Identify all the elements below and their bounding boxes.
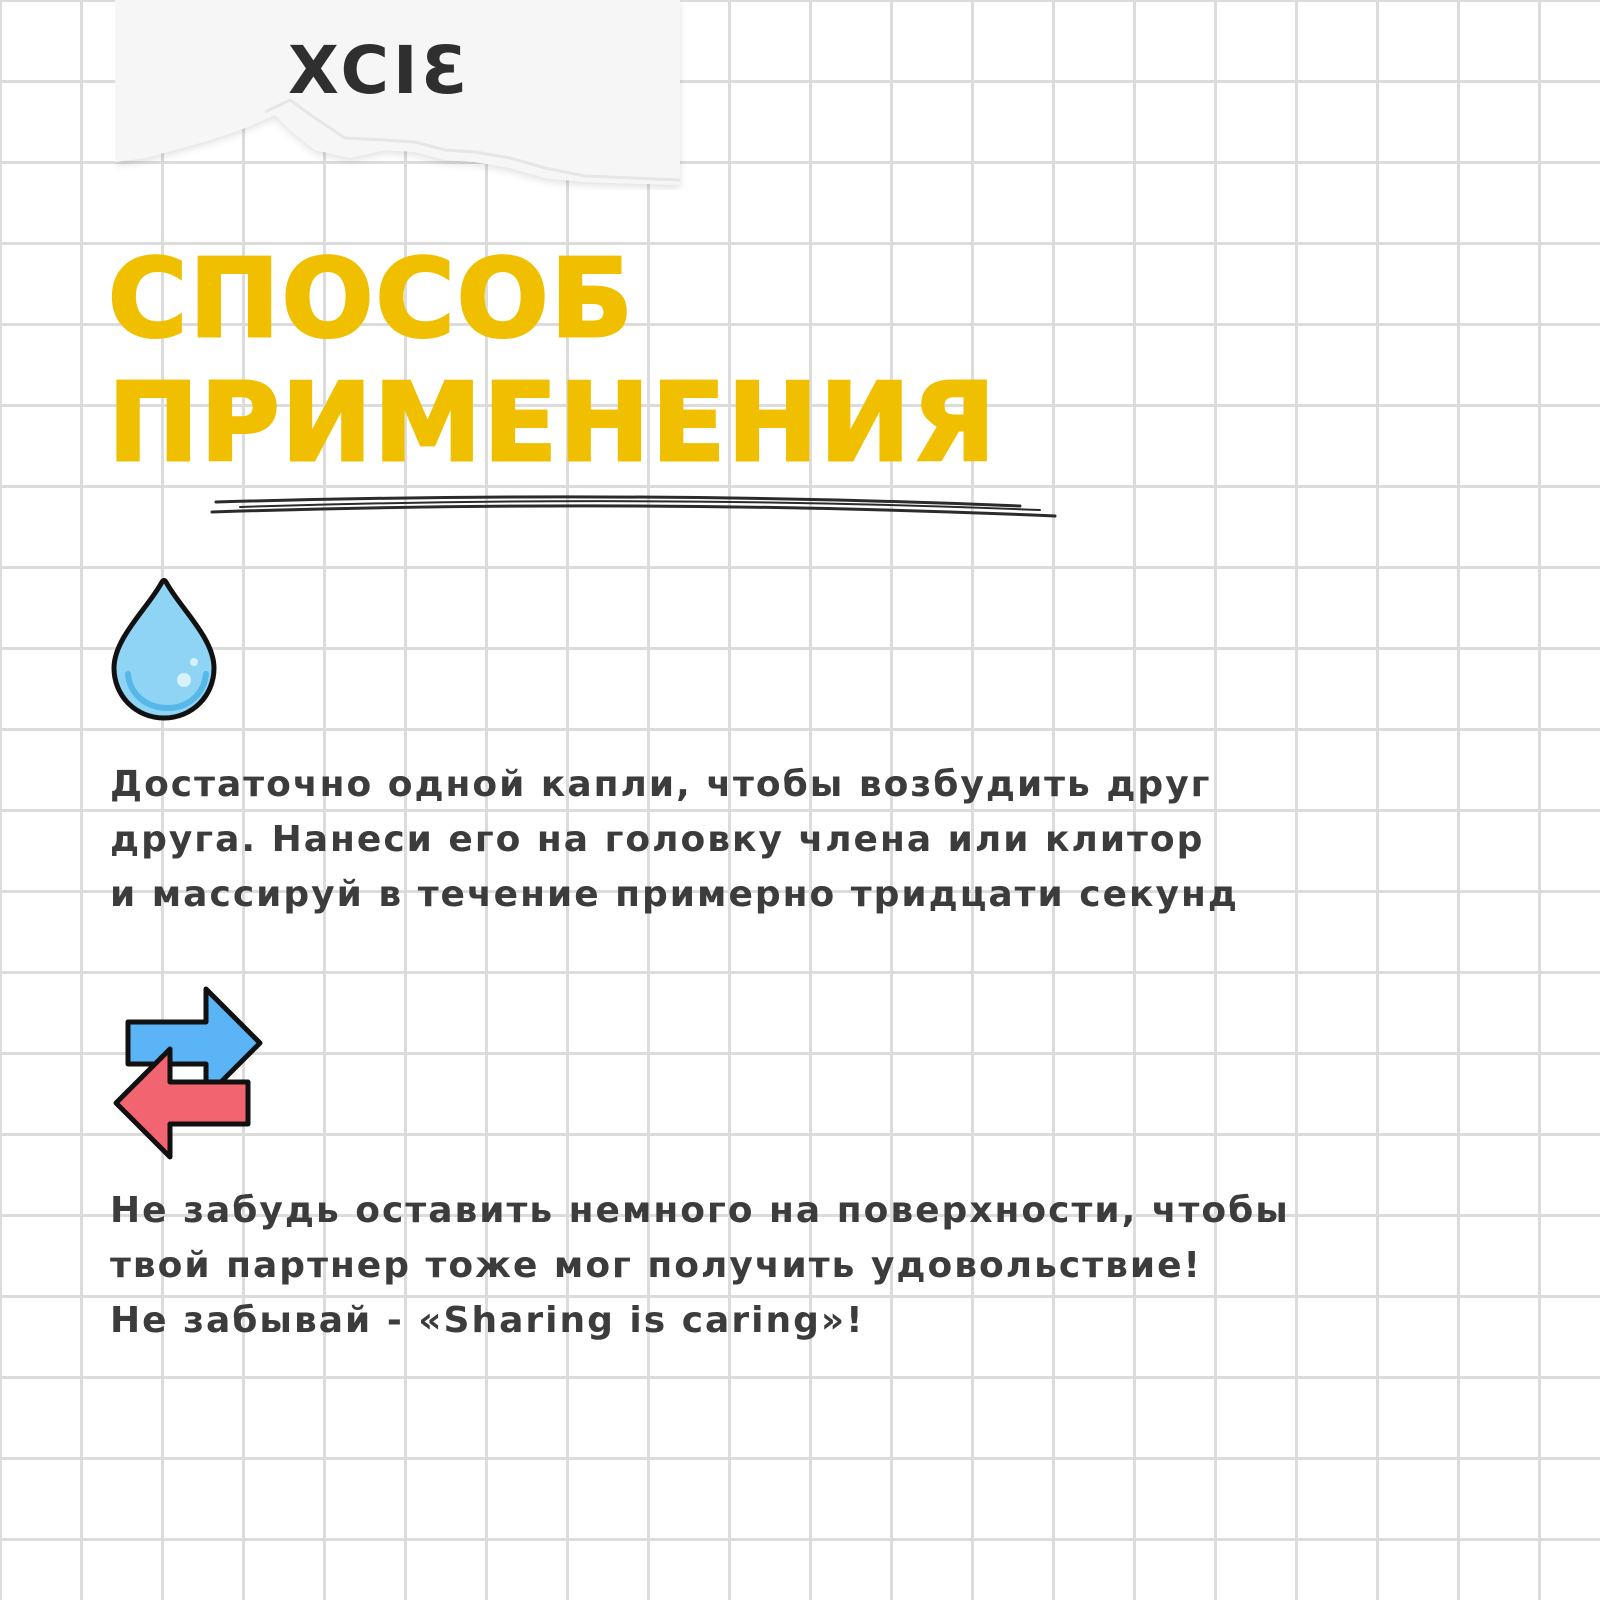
swap-arrows-icon [108, 985, 268, 1160]
instruction-share-text [110, 1183, 1290, 1348]
brand-logo: XCIƐ [288, 32, 472, 109]
text-line: и массируй в течение примерно тридцати секунд [110, 874, 1239, 915]
text-line: Не забудь оставить немного на поверхности, чтобы [110, 1190, 1290, 1231]
text-line: Не забывай - «Sharing is caring»! [110, 1300, 865, 1341]
title-line-2: ПРИМЕНЕНИЯ [108, 361, 998, 486]
text-line: друга. Нанеси его на головку члена или клитор [110, 819, 1205, 860]
text-line: твой партнер тоже мог получить удовольствие! [110, 1245, 1202, 1286]
water-drop-icon [108, 578, 224, 724]
title-line-1: СПОСОБ [108, 237, 635, 362]
instruction-drop-text [110, 757, 1239, 922]
title-underline [210, 488, 1060, 528]
text-line: Достаточно одной капли, чтобы возбудить друг [110, 764, 1212, 805]
page-title [108, 238, 997, 486]
